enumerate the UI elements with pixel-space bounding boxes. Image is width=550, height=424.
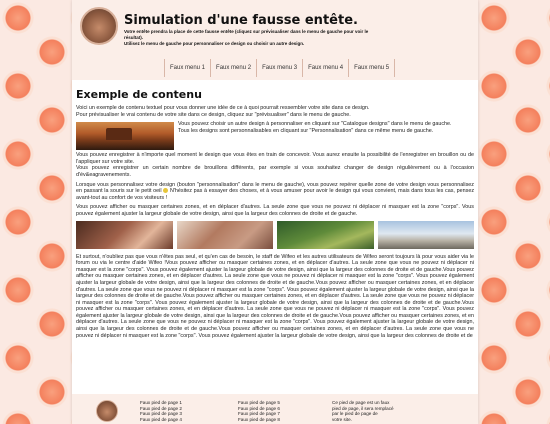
nav-item-1[interactable]: Faux menu 1 — [164, 59, 210, 77]
intro-line-2: Pour prévisualiser le vrai contenu de votre site dans ce design, cliquez sur "prévisualiser" dans le menu de gauche. — [76, 111, 351, 118]
photo-2 — [177, 221, 274, 249]
site-logo — [80, 7, 118, 45]
footer-col-3 — [332, 400, 422, 422]
footer-link[interactable]: Faux pied de page 6 — [238, 405, 280, 411]
save-line-1: Vous pouvez enregistrer à n'importe quel moment le design que vous êtes en train de concevoir. Vous aurez ensuite la possibilité de l'enregistrer en brouillon ou de l'appliquer sur votre site. — [76, 152, 474, 165]
design-line-1: Vous pouvez choisir un autre design à personnaliser en cliquant sur "Catalogue designs" dans le menu de gauche. — [178, 121, 452, 128]
nav-item-4[interactable]: Faux menu 4 — [302, 59, 348, 77]
intro-paragraph — [76, 105, 474, 118]
photo-row — [76, 221, 474, 249]
content-heading: Exemple de contenu — [76, 88, 202, 101]
smiley-icon — [163, 188, 168, 193]
desert-image — [76, 122, 174, 150]
save-paragraph — [76, 152, 474, 178]
customize-text-a: Lorsque vous personnalisez votre design (bouton "personnalisation" dans le menu de gauche), vous pouvez repérer quelle zone de votre design vous personnalisez en passant la souris sur le petit oeil — [76, 181, 474, 195]
site-description — [124, 29, 374, 47]
footer-note-line: par le pied de page de — [332, 411, 378, 416]
support-paragraph: Et surtout, n'oubliez pas que vous n'êtes pas seul, et qu'en cas de besoin, le staff de Wifeo et les autres utilisateurs de Wifeo seront toujours là pour vous aider via le forum ou via le centre d'aide Wifeo !Vous pouvez afficher ou masquer certaines zones, et en déplacer d'autres. La seule zone que vous ne pouvez ni déplacer ni masquer est la zone "corps". Vous pouvez également ajuster la largeur globale de votre design, ainsi que la largeur des colonnes de droite et de gauche.Vous pouvez afficher ou masquer certaines zones, et en déplacer d'autres. La seule zone que vous ne pouvez ni déplacer ni masquer est la zone "corps". Vous pouvez également ajuster la largeur globale de votre design, ainsi que la largeur des colonnes de droite et de gauche.Vous pouvez afficher ou masquer certaines zones, et en déplacer d'autres. La seule zone que vous ne pouvez ni déplacer ni masquer est la zone "corps". Vous pouvez également ajuster la largeur globale de votre design, ainsi que la largeur des colonnes de droite et de gauche.Vous pouvez afficher ou masquer certaines zones, et en déplacer d'autres. La seule zone que vous ne pouvez ni déplacer ni masquer est la zone "corps". Vous pouvez également ajuster la largeur globale de votre design, ainsi que la largeur des colonnes de droite et de gauche.Vous pouvez afficher ou masquer certaines zones, et en déplacer d'autres. La seule zone que vous ne pouvez ni déplacer ni masquer est la zone "corps". Vous pouvez également ajuster la largeur globale de votre design, ainsi que la largeur des colonnes de droite et de gauche.Vous pouvez afficher ou masquer certaines zones, et en déplacer d'autres. La seule zone que vous ne pouvez ni déplacer ni masquer est la zone "corps". Vous pouvez également ajuster la largeur globale de votre design, ainsi que la largeur des colonnes de droite et de gauche.Vous pouvez afficher ou masquer certaines zones, et en déplacer d'autres. La seule zone que vous ne pouvez ni déplacer ni masquer est la zone "corps". Vous pouvez également ajuster la largeur globale de votre design, ainsi que la largeur des colonnes de droite et de — [76, 253, 474, 339]
main-content — [76, 88, 474, 384]
site-title: Simulation d'une fausse entête. — [124, 13, 358, 28]
nav-item-5[interactable]: Faux menu 5 — [348, 59, 395, 77]
nav-item-3[interactable]: Faux menu 3 — [256, 59, 302, 77]
intro-line-1: Voici un exemple de contenu textuel pour vous donner une idée de ce à quoi pourrait ressembler votre site dans ce design. — [76, 105, 370, 111]
footer-col-2 — [238, 400, 328, 422]
footer-col-1 — [140, 400, 230, 422]
photo-4 — [378, 221, 475, 249]
footer-link[interactable]: Faux pied de page 2 — [140, 405, 182, 411]
customize-paragraph — [76, 182, 474, 202]
header — [72, 0, 478, 80]
main-nav — [164, 59, 395, 77]
footer — [72, 394, 478, 424]
site-description-line-1: Votre entête prendra la place de cette fausse entête (cliquez sur prévisualiser dans le menu de gauche pour voir le résultat). — [124, 29, 369, 40]
footer-note-line: pied de page, il sera remplacé — [332, 405, 394, 411]
zones-paragraph: Vous pouvez afficher ou masquer certaines zones, et en déplacer d'autres. La seule zone que vous ne pouvez ni déplacer ni masquer est la zone "corps". Vous pouvez également ajuster la largeur globale de votre design, ainsi que la largeur des colonnes de droite et de gauche. — [76, 204, 474, 217]
footer-link[interactable]: Faux pied de page 4 — [140, 416, 182, 422]
page — [72, 0, 478, 424]
footer-link[interactable]: Faux pied de page 1 — [140, 400, 182, 405]
photo-3 — [277, 221, 374, 249]
footer-link[interactable]: Faux pied de page 8 — [238, 416, 280, 422]
design-line-2: Tous les designs sont personnalisables en cliquant sur "Personnalisation" dans ce même menu de gauche. — [178, 127, 434, 134]
photo-1 — [76, 221, 173, 249]
save-line-2: Vous pouvez enregistrer un certain nombre de brouillons différents, par exemple si vous souhaitez changer de design régulièrement ou à l'occasion d'év&eagravenements. — [76, 165, 474, 178]
footer-note-line: Ce pied de page est un faux — [332, 400, 390, 405]
customize-text-b: N'hésitez pas à essayer des choses, et à vous amuser pour avoir le design qui vous convient, mais dans tous les cas, pensez avant-tout au confort de vos visiteurs ! — [76, 188, 474, 201]
footer-link[interactable]: Faux pied de page 7 — [238, 411, 280, 416]
footer-link[interactable]: Faux pied de page 5 — [238, 400, 280, 405]
footer-note-line: votre site. — [332, 416, 352, 422]
site-description-line-2: Utilisez le menu de gauche pour personnaliser ce design ou choisir un autre design. — [124, 41, 305, 46]
footer-link[interactable]: Faux pied de page 3 — [140, 411, 182, 416]
nav-item-2[interactable]: Faux menu 2 — [210, 59, 256, 77]
footer-logo — [96, 400, 118, 422]
